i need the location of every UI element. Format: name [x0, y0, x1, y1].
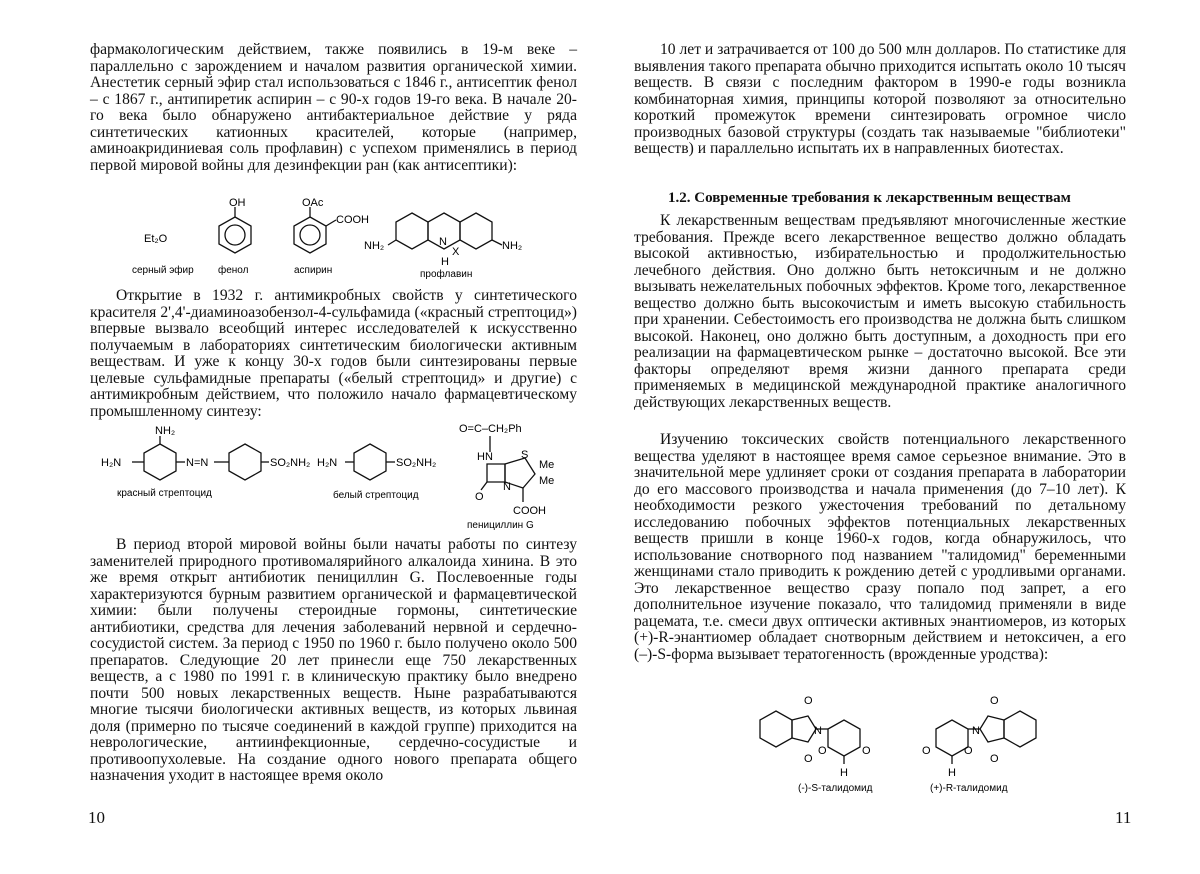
r-thalidomide-structure — [936, 711, 1036, 764]
pen-s: S — [521, 449, 529, 461]
r-o-left: O — [922, 745, 931, 757]
r-o-bottom: O — [990, 753, 999, 765]
proflavine-x: X — [452, 246, 460, 258]
label-proflavine: профлавин — [420, 269, 473, 280]
figure-sulfonamides — [95, 418, 575, 533]
s-h: H — [840, 767, 848, 779]
left-paragraph-2: Открытие в 1932 г. антимикробных свойств у синтетического красителя 2',4'-диаминоазобензол-4-сульфамида («красный стрептоцид») впервые вызвало всеобщий интерес исследователей к искусственно получаемым в лабораториях синтетическим биологически активным веществам. И уже к концу 30-х годов были синтезированы первые целевые сульфамидные препараты («белый стрептоцид» и другие) с антимикробным действием, что положило начало фармацевтическому промышленному синтезу: — [90, 287, 577, 420]
red-nh2-top: NH₂ — [155, 425, 176, 437]
proflavine-nh2-right: NH₂ — [502, 240, 523, 252]
pen-o: O — [475, 491, 484, 503]
right-paragraph-1: 10 лет и затрачивается от 100 до 500 млн долларов. По статистике для выявления такого препарата обычно приходится испытать около 10 тысяч веществ. В связи с последним фактором в 1990-е годы возникла комбинаторная химия, принципы которой позволяют за относительно короткий промежуток времени синтезировать огромное число производных базовой структуры (создать так называемые "библиотеки" веществ) и параллельно испытать их в направленных биотестах. — [634, 41, 1126, 157]
label-aspirin: аспирин — [294, 265, 333, 276]
s-o-left: O — [818, 745, 827, 757]
red-azo: N=N — [186, 457, 209, 469]
pen-hn: HN — [477, 451, 493, 463]
right-paragraph-3: Изучению токсических свойств потенциального лекарственного вещества уделяют в настоящее время самое серьезное внимание. Это в значительной мере удлиняет сроки от создания препарата в лаборатории до его массового производства и начала применения (до 7–10 лет). К необходимости резкого ужесточения требований по детальному исследованию побочных эффектов потенциальных лекарственных веществ пришли в конце 1960-х годов, когда обнаружилось, что использование снотворного под названием "талидомид" беременными женщинами стало приводить к рождению детей с уродливыми органами. Это лекарственное вещество сразу попало под запрет, а его дополнительное изучение показало, что талидомид применяли в виде рацемата, т.е. смеси двух оптически активных энантиомеров, из которых (+)-R-энантиомер обладает снотворным действием и нетоксичен, а его (–)-S-форма вызывает тератогенность (врожденные уродства): — [634, 431, 1126, 663]
page-number-left: 10 — [88, 808, 105, 827]
pen-top: O=C–CH₂Ph — [459, 423, 522, 435]
r-o-top: O — [990, 695, 999, 707]
label-ether: серный эфир — [132, 265, 194, 276]
proflavine-nh2-left: NH₂ — [364, 240, 385, 252]
aspirin-oac: OAc — [302, 197, 324, 209]
left-paragraph-3: В период второй мировой войны были начаты работы по синтезу заменителей природного противомалярийного алкалоида хинина. В это же время открыт антибиотик пенициллин G. Послевоенные годы характеризуются бурным развитием органической и фармацевтической химии: были получены стероидные гормоны, синтетические антибиотики, средства для лечения заболеваний нервной и сердечно-сосудистой систем. За период с 1950 по 1960 г. было получено около 500 препаратов. Следующие 20 лет принесли еще 750 лекарственных веществ, а с 1980 по 1991 г. в клиническую практику было внедрено почти 500 новых лекарственных веществ. Ныне разрабатываются многие тысячи биологически активных веществ, из которых львиная доля (примерно по тысяче соединений в каждой группе) приходится на неврологические, антиинфекционные, сердечно-сосудистые и противоопухолевые. На создание одного нового препарата общего назначения уходит в настоящее время около — [90, 536, 577, 784]
figure-antiseptics — [110, 195, 580, 285]
left-paragraph-1: фармакологическим действием, также появились в 19-м веке – параллельно с зарождением и началом развития органической химии. Анестетик серный эфир стал использоваться с 1846 г., антисептик фенол – с 1867 г., антипиретик аспирин – с 90-х годов 19-го века. В начале 20-го века было обнаружено антибактериальное действие у ряда синтетических катионных красителей, которые (например, аминоакридиниевая соль профлавин) с успехом применялись в период первой мировой войны для дезинфекции ран (как антисептики): — [90, 41, 577, 174]
page-number-right: 11 — [1115, 808, 1132, 827]
label-r-thalidomide: (+)-R-талидомид — [930, 783, 1008, 794]
s-o-bottom: O — [804, 753, 813, 765]
pen-n: N — [503, 481, 511, 493]
r-n: N — [972, 725, 980, 737]
red-so2nh2: SO₂NH₂ — [270, 457, 311, 469]
section-heading: 1.2. Современные требования к лекарственным веществам — [668, 190, 1071, 206]
r-h: H — [948, 767, 956, 779]
label-phenol: фенол — [218, 265, 249, 276]
label-white-streptocide: белый стрептоцид — [333, 490, 419, 501]
red-h2n: H₂N — [101, 457, 122, 469]
s-o-top: O — [804, 695, 813, 707]
white-streptocide-structure — [345, 444, 395, 480]
right-page — [600, 0, 1200, 874]
ether-formula: Et₂O — [144, 233, 168, 245]
label-red-streptocide: красный стрептоцид — [117, 488, 212, 499]
label-penicillin: пенициллин G — [467, 520, 534, 531]
white-so2nh2: SO₂NH₂ — [396, 457, 437, 469]
label-s-thalidomide: (-)-S-талидомид — [798, 783, 873, 794]
s-n: N — [814, 725, 822, 737]
figure-thalidomide — [740, 690, 1060, 795]
r-o-right: O — [964, 745, 973, 757]
proflavine-h: H — [441, 256, 449, 268]
phenol-oh: OH — [229, 197, 246, 209]
aspirin-cooh: COOH — [336, 214, 369, 226]
pen-me2: Me — [539, 475, 555, 487]
proflavine-n: N — [439, 236, 447, 248]
phenol-structure — [219, 207, 251, 253]
s-o-right: O — [862, 745, 871, 757]
white-h2n: H₂N — [317, 457, 338, 469]
pen-cooh: COOH — [513, 505, 546, 517]
aspirin-structure — [294, 207, 336, 253]
right-paragraph-2: К лекарственным веществам предъявляют многочисленные жесткие требования. Прежде всего лекарственное вещество должно обладать высокой активностью, избирательностью и продолжительностью лечебного действия. Оно должно быть нетоксичным и не должно вызывать нежелательных побочных эффектов. Кроме того, лекарственное вещество должно быть высокочистым и иметь высокую стабильность при хранении. Себестоимость его производства не должна быть слишком высокой. Наконец, оно должно быть доступным, а доходность при его реализации на фармацевтическом рынке – достаточно высокой. Все эти факторы определяют время жизни данного препарата среди применяемых в медицинской международной практике аналогичного действующих лекарственных веществ. — [634, 212, 1126, 411]
pen-me1: Me — [539, 459, 555, 471]
